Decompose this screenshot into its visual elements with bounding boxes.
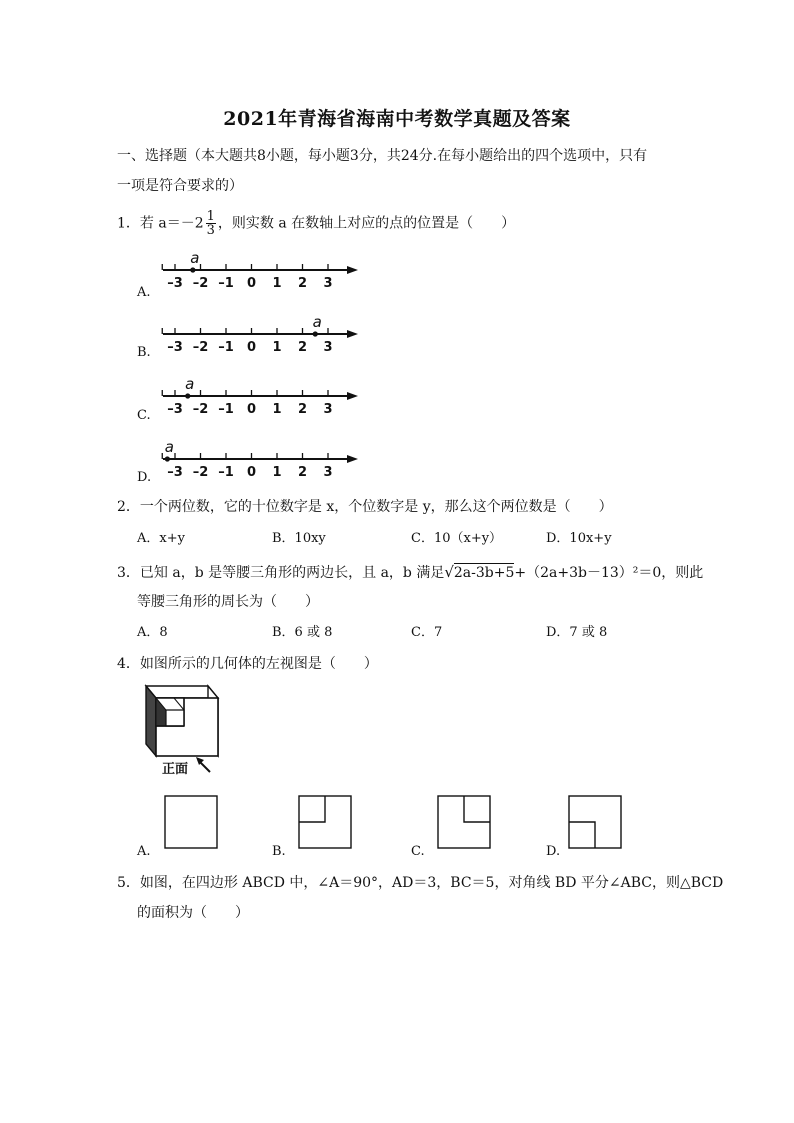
axis-tick-label: –3 <box>167 465 183 480</box>
q3-option-a: A．8 <box>137 625 168 640</box>
axis-arrow-icon <box>347 330 358 338</box>
axis-tick-label: –1 <box>218 340 234 355</box>
point-a-label: a <box>164 438 174 456</box>
question-1 <box>117 210 515 237</box>
axis-tick-label: –3 <box>167 340 183 355</box>
question-5-line2: 的面积为（ ） <box>137 905 249 921</box>
axis-tick-label: 2 <box>297 276 308 291</box>
axis-tick-label: 1 <box>272 465 282 480</box>
q3-option-c: C．7 <box>411 625 443 640</box>
q2-option-c: C．10（x+y） <box>411 531 503 546</box>
q1-option-b-label: B. <box>137 345 151 360</box>
question-4: 4．如图所示的几何体的左视图是（ ） <box>117 656 378 672</box>
q3-option-d: D．7 或 8 <box>546 625 608 640</box>
axis-tick-label: 3 <box>323 402 333 417</box>
point-a-label: a <box>312 313 322 331</box>
point-a-marker <box>165 456 170 461</box>
axis-tick-label: 2 <box>297 340 308 355</box>
q3-sqrt-expr: 2a-3b+5 <box>453 565 515 581</box>
page-title: 2021年青海省海南中考数学真题及答案 <box>223 108 571 130</box>
axis-tick-label: –3 <box>167 402 183 417</box>
q1-option-c-label: C. <box>137 408 151 423</box>
point-a-label: a <box>185 375 195 393</box>
point-a-marker <box>185 393 190 398</box>
q4-option-c: C. <box>411 844 425 859</box>
number-line-c <box>155 371 365 419</box>
q2-option-b: B．10xy <box>272 531 326 546</box>
axis-tick-label: 2 <box>297 465 308 480</box>
axis-tick-label: 0 <box>246 276 257 291</box>
axis-tick-label: –2 <box>192 340 209 355</box>
point-a-marker <box>190 267 195 272</box>
front-label: 正面 <box>162 762 189 777</box>
q2-option-a: A．x+y <box>137 531 185 546</box>
axis-tick-label: –2 <box>192 276 209 291</box>
q4-option-d: D. <box>546 844 561 859</box>
point-a-marker <box>313 331 318 336</box>
q3-text-b: +（2a+3b－13）²＝0，则此 <box>514 565 704 581</box>
q1-prefix: 1．若 a＝－2 <box>117 215 204 232</box>
axis-tick-label: 3 <box>323 340 333 355</box>
sqrt-sign: √ <box>444 563 454 581</box>
axis-tick-label: –1 <box>218 276 234 291</box>
axis-tick-label: –2 <box>192 402 209 417</box>
axis-tick-label: –1 <box>218 465 234 480</box>
question-3 <box>117 562 703 583</box>
axis-tick-label: 0 <box>246 402 257 417</box>
q1-option-d-label: D. <box>137 470 152 485</box>
axis-tick-label: 0 <box>246 465 257 480</box>
axis-tick-label: –2 <box>192 465 209 480</box>
axis-tick-label: 1 <box>272 402 282 417</box>
axis-arrow-icon <box>347 455 358 463</box>
view-option-a <box>164 795 220 851</box>
view-option-d <box>568 795 624 851</box>
number-line-d <box>155 434 365 482</box>
view-option-c <box>437 795 493 851</box>
axis-tick-label: 3 <box>323 276 333 291</box>
axis-tick-label: –1 <box>218 402 234 417</box>
q2-option-d: D．10x+y <box>546 531 612 546</box>
number-line-a <box>155 245 365 293</box>
axis-arrow-icon <box>347 392 358 400</box>
question-3-line2: 等腰三角形的周长为（ ） <box>137 594 319 610</box>
question-5: 5．如图，在四边形 ABCD 中，∠A＝90°，AD＝3，BC＝5，对角线 BD 平分∠ABC，则△BCD <box>117 875 724 891</box>
section-heading-line2: 一项是符合要求的） <box>117 178 243 194</box>
axis-tick-label: 1 <box>272 340 282 355</box>
point-a-label: a <box>190 249 200 267</box>
axis-arrow-icon <box>347 266 358 274</box>
q1-fraction: $\frac{1}{3}$ <box>206 209 215 238</box>
q4-option-b: B. <box>272 844 286 859</box>
q1-option-a-label: A. <box>137 285 151 300</box>
view-option-b <box>298 795 354 851</box>
axis-tick-label: 3 <box>323 465 333 480</box>
q1-suffix: ，则实数 a 在数轴上对应的点的位置是（ ） <box>217 215 516 232</box>
axis-tick-label: 1 <box>272 276 282 291</box>
section-heading-line1: 一、选择题（本大题共8小题，每小题3分，共24分.在每小题给出的四个选项中，只有 <box>117 148 648 164</box>
q3-option-b: B．6 或 8 <box>272 625 333 640</box>
axis-tick-label: 2 <box>297 402 308 417</box>
question-2: 2．一个两位数，它的十位数字是 x，个位数字是 y，那么这个两位数是（ ） <box>117 499 613 515</box>
number-line-b <box>155 309 365 357</box>
axis-tick-label: –3 <box>167 276 183 291</box>
q4-option-a: A. <box>137 844 151 859</box>
axis-tick-label: 0 <box>246 340 257 355</box>
q3-text-a: 3．已知 a，b 是等腰三角形的两边长，且 a，b 满足 <box>117 565 445 581</box>
